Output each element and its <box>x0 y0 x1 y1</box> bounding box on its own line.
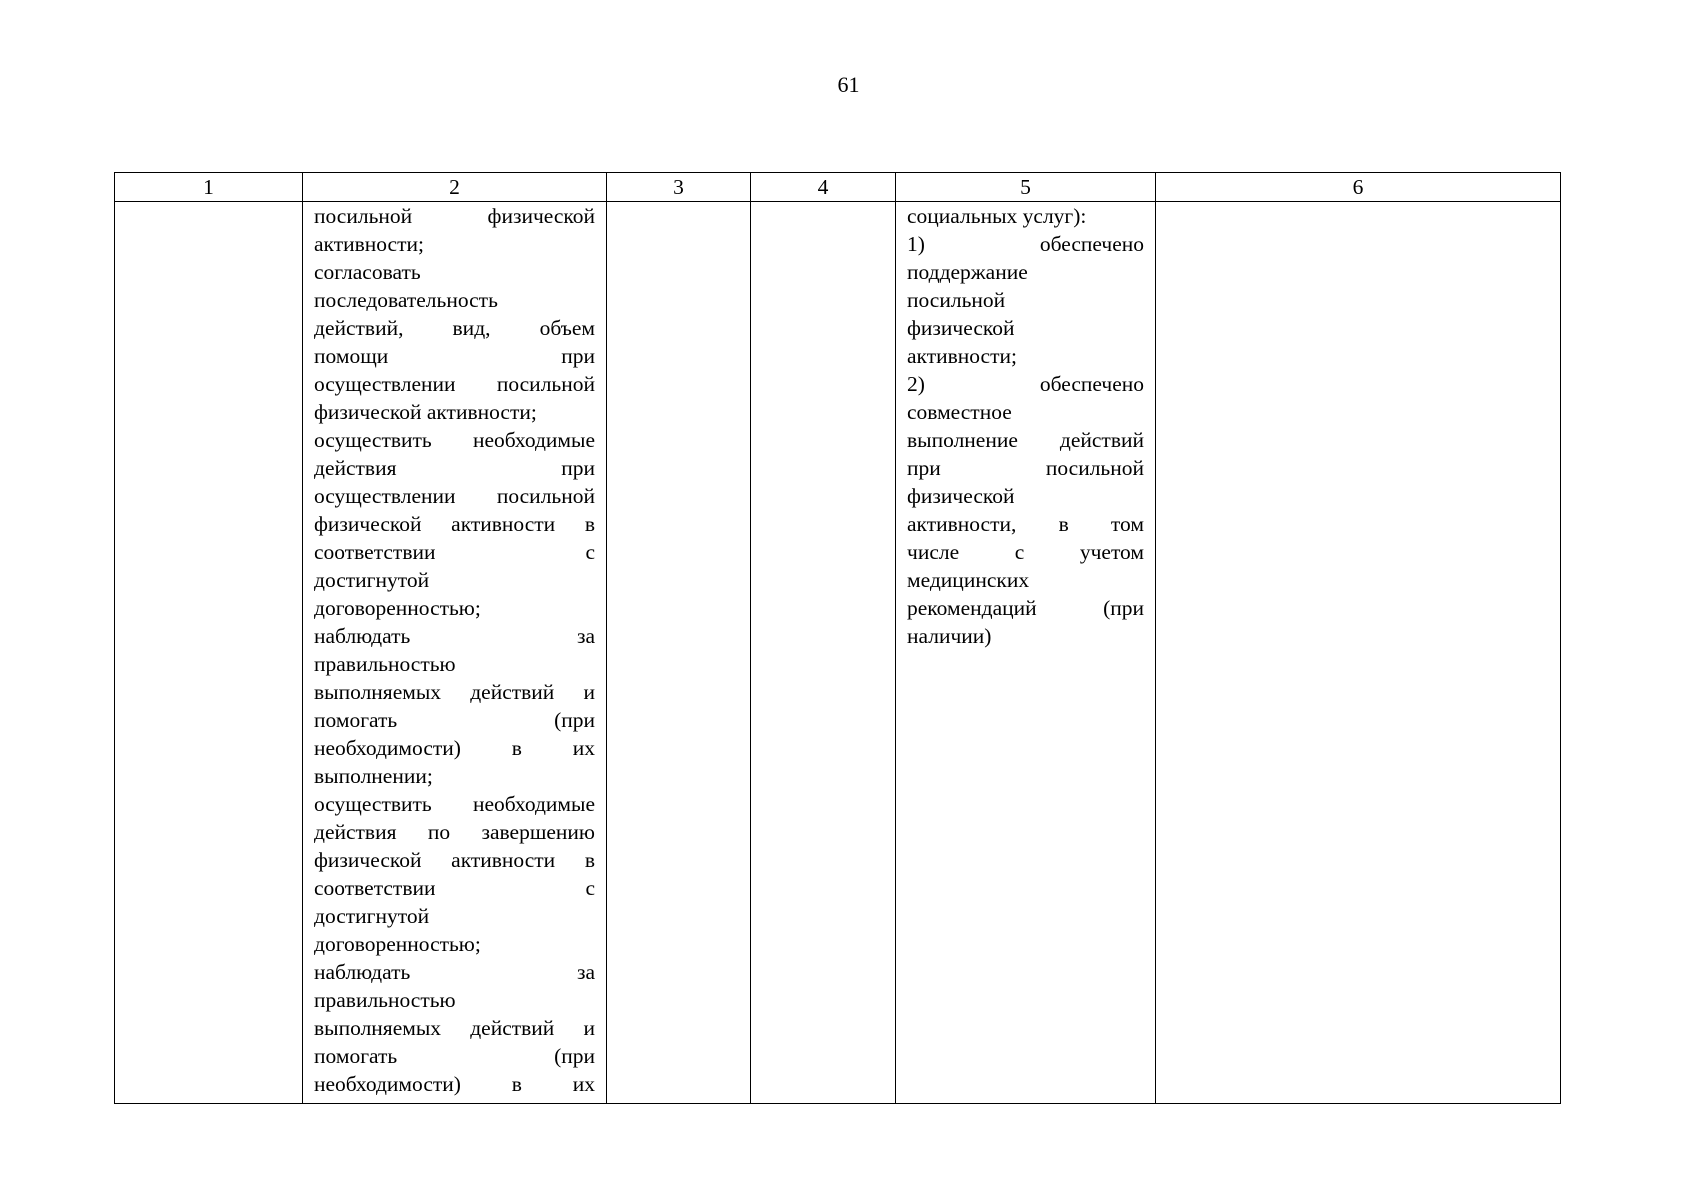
service-result-text <box>896 202 1155 650</box>
procedure-line: достигнутой <box>314 904 430 928</box>
result-line: физической <box>907 316 1015 340</box>
result-line: социальных услуг): <box>907 204 1087 228</box>
procedure-line: наблюдать за <box>314 624 595 648</box>
cell-col-6 <box>1156 202 1561 1104</box>
result-line: при посильной <box>907 456 1144 480</box>
result-line: 1) обеспечено <box>907 232 1144 256</box>
result-line: числе с учетом <box>907 540 1144 564</box>
procedure-line: наблюдать за <box>314 960 595 984</box>
result-line: 2) обеспечено <box>907 372 1144 396</box>
cell-col-4 <box>751 202 896 1104</box>
result-line: наличии) <box>907 624 992 648</box>
procedure-line: физической активности в <box>314 848 595 872</box>
result-line: рекомендаций (при <box>907 596 1144 620</box>
procedure-line: выполняемых действий и <box>314 1016 595 1040</box>
result-line: медицинских <box>907 568 1030 592</box>
column-header-4: 4 <box>751 173 896 202</box>
procedure-line: действия при <box>314 456 595 480</box>
procedure-line: соответствии с <box>314 540 595 564</box>
procedure-line: физической активности; <box>314 400 537 424</box>
result-line: совместное <box>907 400 1012 424</box>
procedure-line: осуществлении посильной <box>314 484 595 508</box>
procedure-line: активности; <box>314 232 424 256</box>
procedure-line: помогать (при <box>314 1044 595 1068</box>
procedure-line: действия по завершению <box>314 820 595 844</box>
procedure-line: достигнутой <box>314 568 430 592</box>
column-header-2: 2 <box>303 173 607 202</box>
procedure-line: последовательность <box>314 288 498 312</box>
procedure-line: необходимости) в их <box>314 1072 595 1096</box>
service-procedure-text <box>303 202 606 1098</box>
cell-col-3 <box>607 202 751 1104</box>
procedure-line: посильной физической <box>314 204 595 228</box>
procedure-line: выполняемых действий и <box>314 680 595 704</box>
procedure-line: договоренностью; <box>314 596 481 620</box>
procedure-line: осуществить необходимые <box>314 792 595 816</box>
procedure-line: согласовать <box>314 260 421 284</box>
procedure-line: договоренностью; <box>314 932 481 956</box>
procedure-line: правильностью <box>314 652 456 676</box>
procedure-line: соответствии с <box>314 876 595 900</box>
result-line: активности, в том <box>907 512 1144 536</box>
page-number: 61 <box>837 72 860 97</box>
procedure-line: физической активности в <box>314 512 595 536</box>
column-header-1: 1 <box>115 173 303 202</box>
column-header-6: 6 <box>1156 173 1561 202</box>
result-line: выполнение действий <box>907 428 1144 452</box>
cell-col-2 <box>303 202 607 1104</box>
procedure-line: осуществить необходимые <box>314 428 595 452</box>
table-row <box>115 202 1561 1104</box>
procedure-line: действий, вид, объем <box>314 316 595 340</box>
procedure-line: помощи при <box>314 344 595 368</box>
result-line: активности; <box>907 344 1017 368</box>
result-line: поддержание <box>907 260 1028 284</box>
procedure-line: правильностью <box>314 988 456 1012</box>
procedure-line: необходимости) в их <box>314 736 595 760</box>
procedure-line: осуществлении посильной <box>314 372 595 396</box>
procedure-line: помогать (при <box>314 708 595 732</box>
services-table <box>114 172 1561 1104</box>
result-line: физической <box>907 484 1015 508</box>
procedure-line: выполнении; <box>314 764 433 788</box>
column-header-3: 3 <box>607 173 751 202</box>
column-header-5: 5 <box>896 173 1156 202</box>
result-line: посильной <box>907 288 1006 312</box>
table-header-row <box>115 173 1561 202</box>
cell-col-5 <box>896 202 1156 1104</box>
cell-col-1 <box>115 202 303 1104</box>
